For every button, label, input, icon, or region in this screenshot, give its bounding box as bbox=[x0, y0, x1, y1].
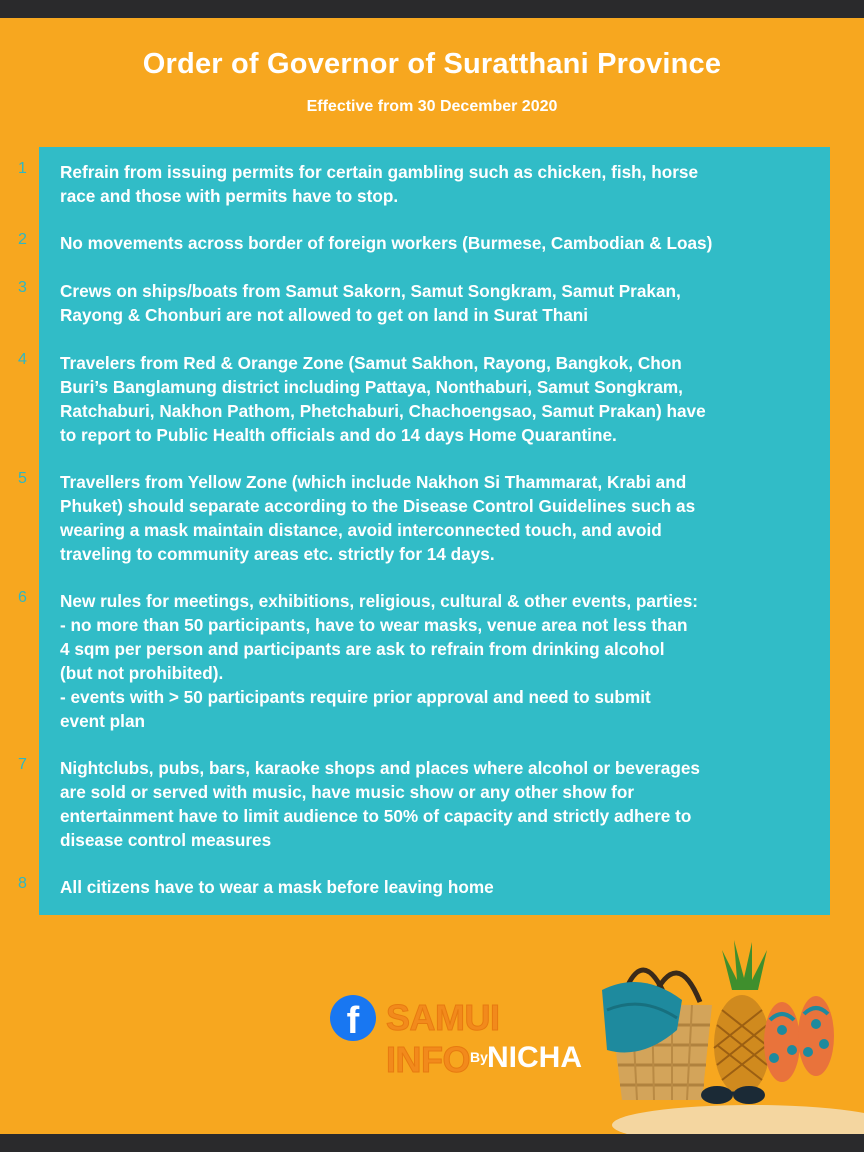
rule-text: Travellers from Yellow Zone (which include Nakhon Si Thammarat, Krabi and Phuket) should separate according to the Disease Control Guidelines such as wearing a mask maintain distance, avoid interconnected touch, and avoid traveling to community areas etc. strictly for 14 days. bbox=[60, 472, 696, 564]
brand-author: NICHA bbox=[487, 1041, 582, 1074]
brand-by: By bbox=[470, 1049, 488, 1065]
poster bbox=[0, 18, 864, 1134]
top-bar bbox=[0, 0, 864, 18]
effective-date: Effective from 30 December 2020 bbox=[306, 98, 558, 115]
rule-text: Travelers from Red & Orange Zone (Samut Sakhon, Rayong, Bangkok, Chon Buri’s Banglamung district including Pattaya, Nonthaburi, Samut Songkram, Ratchaburi, Nakhon Pathom, Phetchaburi, Chachoengsao, Samut Prakan) have to report to Public Health officials and do 14 days Home Quarantine. bbox=[60, 353, 706, 445]
brand-logo bbox=[330, 993, 590, 1083]
rule-text: New rules for meetings, exhibitions, religious, cultural & other events, parties: - no more than 50 participants, have to wear masks, venue area not less than 4 sqm per person and participants are ask to refrain from drinking alcohol (but not prohibited). - events with > 50 participants require prior approval and need to submit event plan bbox=[60, 591, 698, 731]
bottom-bar bbox=[0, 1134, 864, 1152]
rule-number: 6 bbox=[18, 589, 27, 606]
rule-number: 5 bbox=[18, 470, 27, 487]
rule-number: 2 bbox=[18, 231, 27, 248]
page-title: Order of Governor of Suratthani Province bbox=[142, 48, 722, 80]
brand-name: SAMUI INFO bbox=[386, 997, 500, 1080]
flip-flops-icon bbox=[764, 996, 834, 1082]
rule-number: 4 bbox=[18, 351, 27, 368]
basket-icon bbox=[602, 970, 712, 1100]
rule-number: 7 bbox=[18, 756, 27, 773]
rule-text: All citizens have to wear a mask before leaving home bbox=[60, 877, 494, 897]
rule-text: Refrain from issuing permits for certain gambling such as chicken, fish, horse race and those with permits have to stop. bbox=[60, 162, 699, 206]
pineapple-icon bbox=[714, 940, 770, 1095]
rule-text: Crews on ships/boats from Samut Sakorn, Samut Songkram, Samut Prakan, Rayong & Chonburi are not allowed to get on land in Surat Thani bbox=[60, 281, 681, 325]
rule-number: 3 bbox=[18, 279, 27, 296]
beach-illustration bbox=[582, 930, 864, 1134]
rule-text: Nightclubs, pubs, bars, karaoke shops and places where alcohol or beverages are sold or served with music, have music show or any other show for entertainment have to limit audience to 50% of capacity and strictly adhere to disease control measures bbox=[60, 758, 700, 850]
rule-number: 8 bbox=[18, 875, 27, 892]
rule-number: 1 bbox=[18, 160, 27, 177]
facebook-icon[interactable]: f bbox=[330, 995, 376, 1041]
rule-text: No movements across border of foreign workers (Burmese, Cambodian & Loas) bbox=[60, 233, 713, 253]
